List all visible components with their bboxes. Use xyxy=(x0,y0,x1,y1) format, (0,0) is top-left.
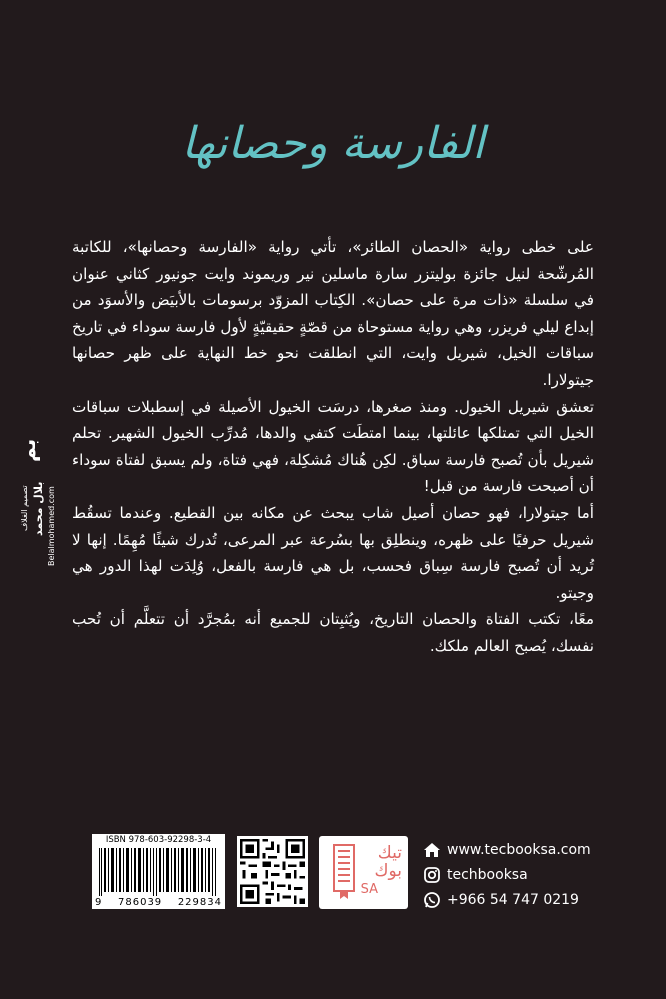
instagram-icon xyxy=(423,866,441,884)
blurb-paragraph: أما جيتولارا، فهو حصان أصيل شاب يبحث عن مكانه بين القطيع. وعندما تسقُط شيريل حرفيًا على ظهره، وينطلِق بها بسُرعة عبر المرعى، تُدرك شيئًا مُهِمًا. إنها لا تُريد أن تُصبح فارسة سِباق فحسب، بل هي فارسة بالفعل، وُلِدَت لهذا الدور هي وجيتو. xyxy=(72,503,594,602)
isbn-barcode xyxy=(92,834,225,909)
isbn-digits-right: 229834 xyxy=(177,897,222,908)
publisher-logo xyxy=(319,836,408,909)
designer-label: تصميم الغلاف xyxy=(20,485,29,531)
isbn-digit-prefix: 9 xyxy=(95,897,103,908)
blurb-paragraph: تعشق شيريل الخيول. ومنذ صغرها، درسَت الخيول الأصيلة في إسطبلات سباقات الخيل التي تمتلكها عائلتها، بينما امتطَت كتفي والدها، مُدرِّب الخيول الشهير. تحلم شيريل بأن تُصبح فارسة سباق. لكِن هُناك مُشكِلة، فهي فتاة، ولم يسبق لفتاة سوداء أن أصبحت فارسة من قبل! xyxy=(72,397,594,496)
blurb-paragraph: معًا، تكتب الفتاة والحصان التاريخ، ويُثبِتان للجميع أنه بمُجرَّد أن تتعلَّم أن تُحب نفسك، يُصبح العالم ملكك. xyxy=(72,610,594,655)
isbn-digits xyxy=(95,897,222,908)
qr-code xyxy=(237,836,308,907)
publisher-name-line1: تيك xyxy=(377,843,402,863)
publisher-contacts xyxy=(423,837,623,912)
home-icon xyxy=(423,841,441,859)
book-icon xyxy=(326,841,358,903)
designer-website: Belalmohamed.com xyxy=(47,486,56,566)
isbn-digits-left: 786039 xyxy=(118,897,163,908)
publisher-name-line2: بوك xyxy=(374,861,402,881)
cover-designer-credit xyxy=(6,326,126,566)
whatsapp-row[interactable] xyxy=(423,887,623,912)
isbn-number: ISBN 978-603-92298-3-4 xyxy=(105,835,212,845)
instagram-handle[interactable]: techbooksa xyxy=(447,866,528,883)
designer-logo: بم xyxy=(16,438,40,462)
book-title: الفارسة وحصانها xyxy=(181,118,485,169)
website-link[interactable]: www.tecbooksa.com xyxy=(447,841,591,858)
website-row[interactable] xyxy=(423,837,623,862)
publisher-sa: SA xyxy=(360,882,378,897)
designer-name: بلال محمد xyxy=(32,481,45,536)
whatsapp-number[interactable]: +966 54 747 0219 xyxy=(447,891,579,908)
blurb-paragraph: على خطى رواية «الحصان الطائر»، تأتي رواية «الفارسة وحصانها»، للكاتبة المُرشّحة لنيل جائزة بوليتزر سارة ماسلين نير وريموند وايت جونيور كثاني عنوان في سلسلة «ذات مرة على حصان». الكِتاب المزوّد برسومات بالأبيَض والأسوَد من إبداع ليلي فريزر، وهي رواية مستوحاة من قصّةٍ حقيقيّةٍ لأول فارسة سوداء في تاريخ سباقات الخيل، شيريل وايت، التي انطلقت نحو خط النهاية على ظهر حصانها جيتولارا. xyxy=(72,238,594,389)
publisher-name xyxy=(374,844,402,880)
back-cover-blurb xyxy=(72,234,594,660)
instagram-row[interactable] xyxy=(423,862,623,887)
whatsapp-icon xyxy=(423,891,441,909)
barcode xyxy=(99,848,218,896)
